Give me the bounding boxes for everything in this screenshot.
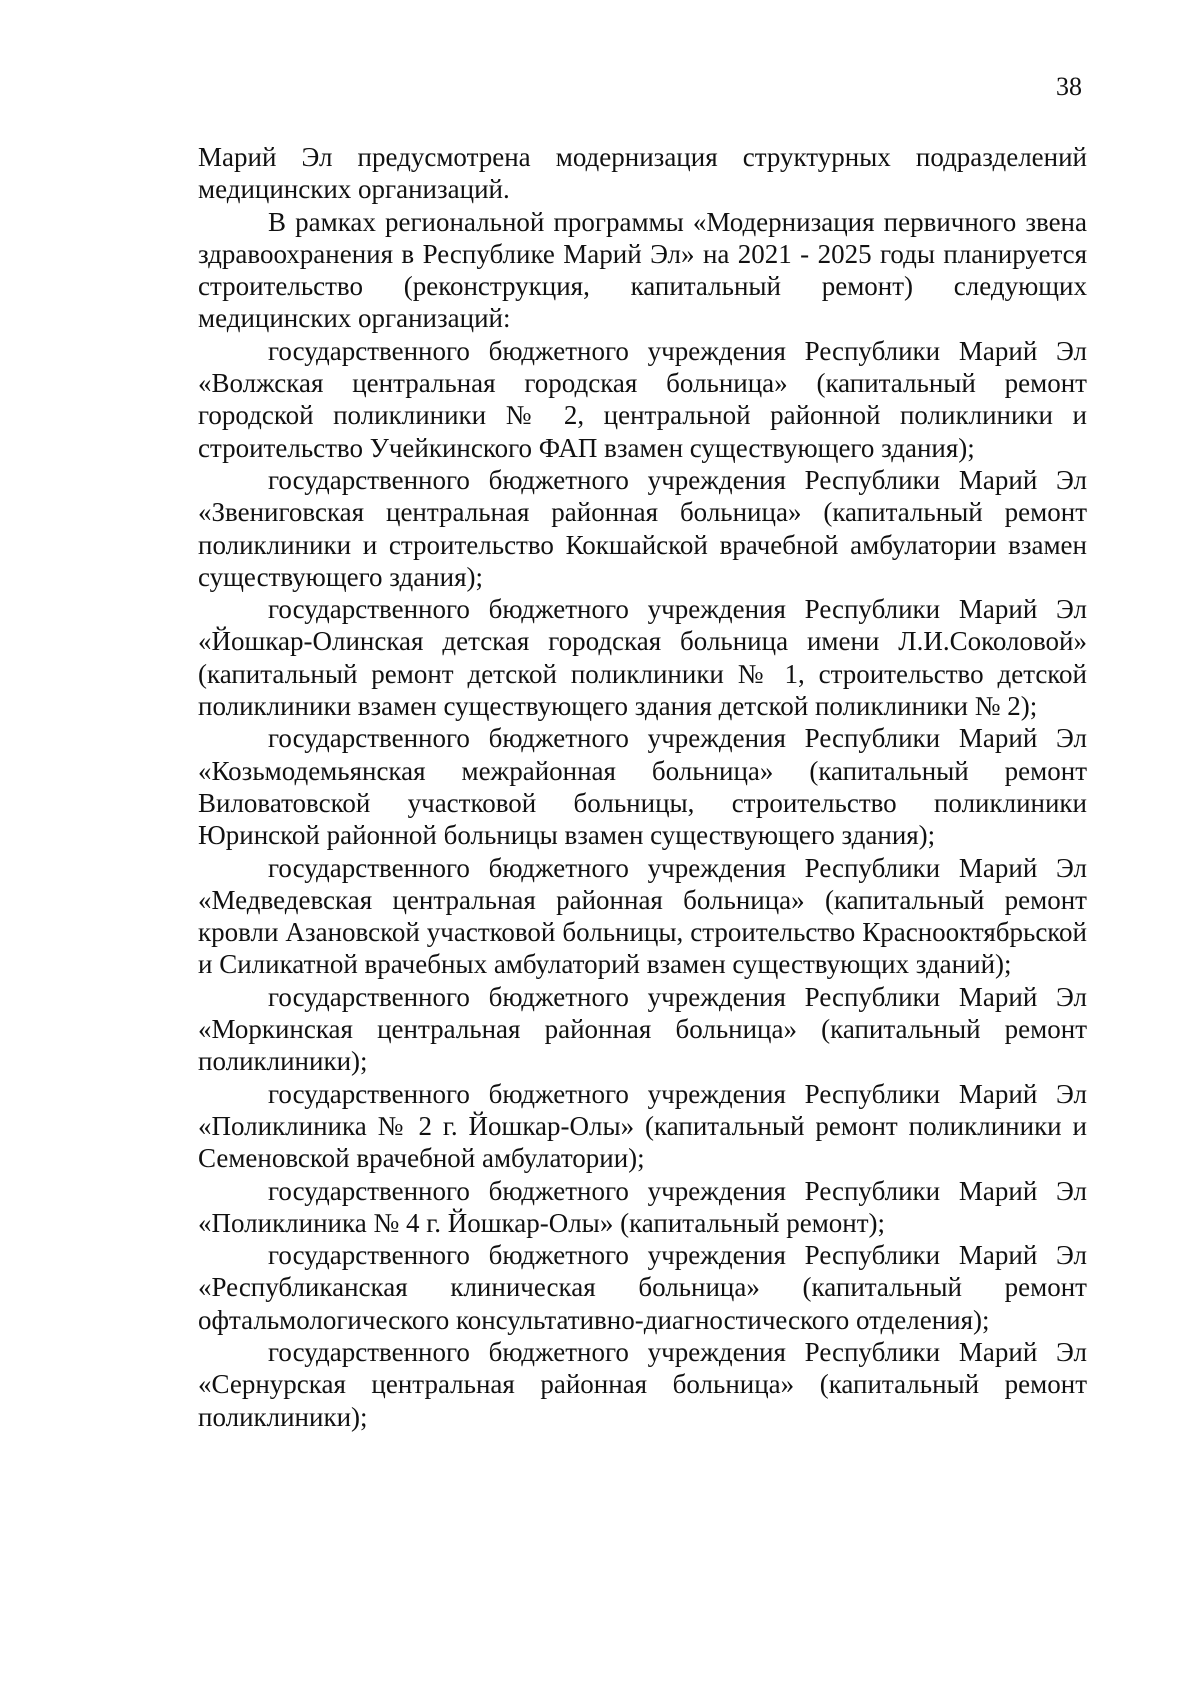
list-item-volzhsk-hospital: государственного бюджетного учреждения Республики Марий Эл «Волжская центральная городская больница» (капитальный ремонт городской поликлиники № 2, центральной районной поликлиники и строительство Учейкинского ФАП взамен существующего здания); [198,335,1087,463]
list-item-sernur-hospital: государственного бюджетного учреждения Республики Марий Эл «Сернурская центральная районная больница» (капитальный ремонт поликлиники); [198,1336,1087,1432]
list-item-kozmodemyansk-hospital: государственного бюджетного учреждения Республики Марий Эл «Козьмодемьянская межрайонная больница» (капитальный ремонт Виловатовской участковой больницы, строительство поликлиники Юринской районной больницы взамен существующего здания); [198,723,1087,851]
list-item-yoshkar-ola-children-hospital: государственного бюджетного учреждения Республики Марий Эл «Йошкар-Олинская детская городская больница имени Л.И.Соколовой» (капитальный ремонт детской поликлиники № 1, строительство детской поликлиники взамен существующего здания детской поликлиники № 2); [198,594,1087,722]
list-item-republican-hospital: государственного бюджетного учреждения Республики Марий Эл «Республиканская клиническая больница» (капитальный ремонт офтальмологического консультативно-диагностического отделения); [198,1240,1087,1335]
list-item-polyclinic-2: государственного бюджетного учреждения Республики Марий Эл «Поликлиника № 2 г. Йошкар-Олы» (капитальный ремонт поликлиники и Семеновской врачебной амбулатории); [198,1078,1087,1174]
list-item-zvenigovo-hospital: государственного бюджетного учреждения Республики Марий Эл «Звениговская центральная районная больница» (капитальный ремонт поликлиники и строительство Кокшайской врачебной амбулатории взамен существующего здания); [198,464,1087,592]
paragraph-program-intro: В рамках региональной программы «Модернизация первичного звена здравоохранения в Республике Марий Эл» на 2021 - 2025 годы планируется строительство (реконструкция, капитальный ремонт) следующих медицинских организаций: [198,206,1087,334]
list-item-medvedevo-hospital: государственного бюджетного учреждения Республики Марий Эл «Медведевская центральная районная больница» (капитальный ремонт кровли Азановской участковой больницы, строительство Краснооктябрьской и Силикатной врачебных амбулаторий взамен существующих зданий); [198,852,1087,980]
list-item-polyclinic-4: государственного бюджетного учреждения Республики Марий Эл «Поликлиника № 4 г. Йошкар-Олы» (капитальный ремонт); [198,1175,1087,1238]
list-item-morki-hospital: государственного бюджетного учреждения Республики Марий Эл «Моркинская центральная районная больница» (капитальный ремонт поликлиники); [198,981,1087,1077]
page-number: 38 [1056,72,1082,101]
paragraph-continuation: Марий Эл предусмотрена модернизация структурных подразделений медицинских организаций. [198,142,1087,205]
document-body [198,141,1087,1433]
